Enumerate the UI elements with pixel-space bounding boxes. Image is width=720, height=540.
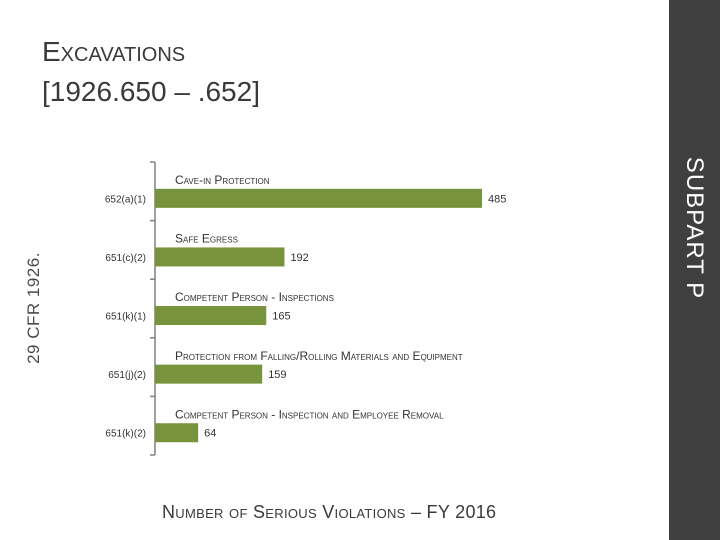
category-label: 651(k)(2) [105, 428, 146, 440]
group-label: Cave-in Protection [175, 173, 270, 187]
category-label: 652(a)(1) [104, 194, 146, 206]
group-label: Protection from Falling/Rolling Materials and Equipment [175, 348, 463, 363]
bar-651(j)(2) [155, 365, 262, 384]
data-label: 192 [290, 251, 309, 264]
group-label: Competent Person - Inspections [175, 290, 334, 305]
bar-651(k)(1) [155, 306, 266, 325]
data-label: 165 [272, 310, 291, 323]
data-label: 159 [268, 369, 287, 382]
chart-footer-title: Number of Serious Violations – FY 2016 [162, 502, 497, 522]
category-label: 651(c)(2) [105, 252, 146, 264]
data-label: 485 [488, 193, 507, 206]
bar-652(a)(1) [155, 189, 482, 208]
bar-651(k)(2) [155, 423, 198, 442]
group-label: Safe Egress [175, 231, 238, 246]
bar-651(c)(2) [155, 247, 284, 266]
cfr-label: 29 CFR 1926. [24, 252, 43, 364]
subpart-label: SUBPART P [681, 156, 708, 300]
title-line-1: Excavations [42, 36, 186, 67]
data-label: 64 [204, 427, 217, 440]
group-label: Competent Person - Inspection and Employee Removal [175, 407, 444, 422]
title-line-2: [1926.650 – .652] [42, 76, 260, 107]
category-label: 651(k)(1) [105, 311, 146, 323]
category-label: 651(j)(2) [108, 370, 146, 382]
